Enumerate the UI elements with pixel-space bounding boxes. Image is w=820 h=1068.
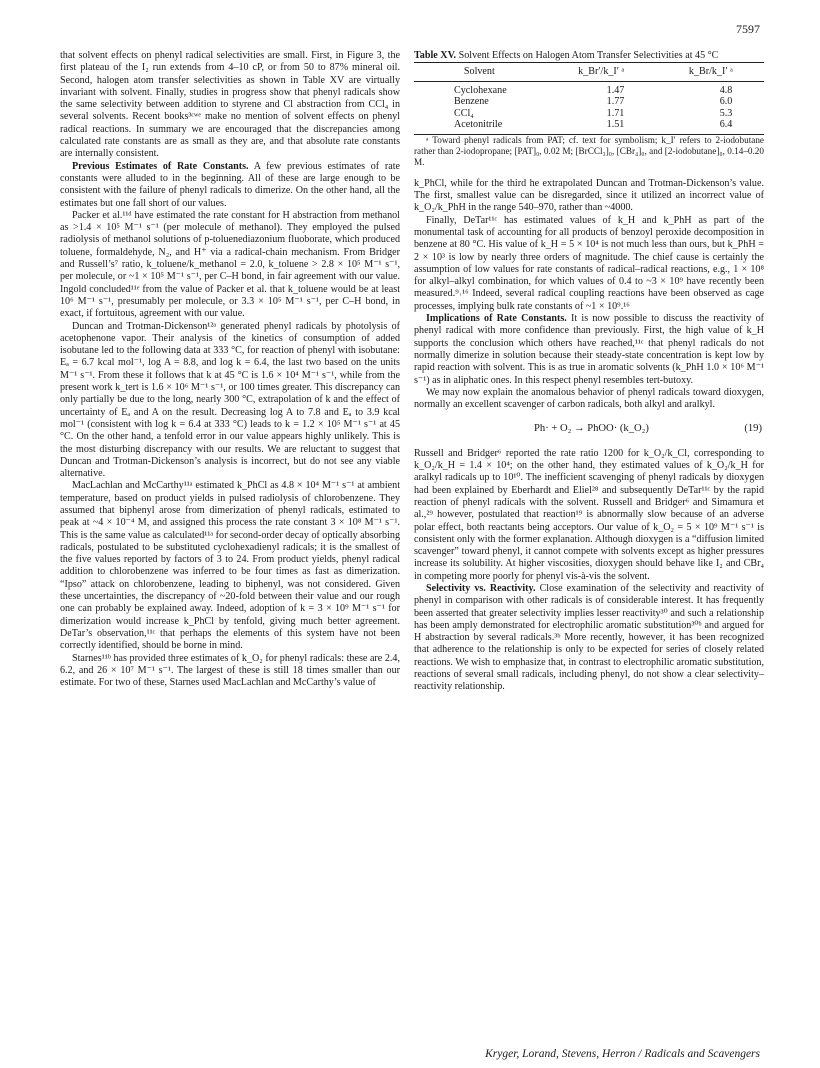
section-heading: Previous Estimates of Rate Constants. xyxy=(72,160,249,172)
table-title: Table XV. Solvent Effects on Halogen Atom Transfer Selectivities at 45 °C xyxy=(414,50,719,61)
table-footnote: ᵃ Toward phenyl radicals from PAT; cf. text for symbolism; k_I′ refers to 2-iodobutane rather than 2-iodopropane; [PAT]₀, 0.02 M; [BrCCl₃]₀, [CBr₄]₀, and [2-iodobutane]₀, 0.14–0.20 M. xyxy=(414,134,764,167)
equation-body: Ph· + O₂ → PhOO· (k_O₂) xyxy=(534,423,649,435)
table-cell: 1.51 xyxy=(545,119,658,134)
table-cell: Cyclohexane xyxy=(454,84,507,96)
table-cell: 4.8 xyxy=(719,84,733,96)
data-table xyxy=(414,62,764,135)
table-xv xyxy=(414,50,764,168)
page-number: 7597 xyxy=(736,22,760,36)
table-row xyxy=(414,119,764,134)
table-cell: 5.3 xyxy=(719,107,733,119)
table-cell: Benzene xyxy=(454,96,489,108)
table-cell: 1.77 xyxy=(606,96,625,108)
left-column xyxy=(60,50,400,689)
paragraph: Packer et al.¹¹ᵈ have estimated the rate constant for H abstraction from methanol as >1.4 × 10⁵ M⁻¹ s⁻¹ (per molecule of methanol). They employed the pulsed radiolysis of methanol solutions of p-toluenediazonium fluoborate, which produced toluene, formaldehyde, N₂, and H⁺ via a radical-chain mechanism. From Bridger and Russell’s⁷ ratio, k_toluene/k_methanol = 2.0, k_toluene > 2.8 × 10⁵ M⁻¹ s⁻¹, per molecule, or ~1 × 10⁵ M⁻¹ s⁻¹, per C–H bond, in fair agreement with our value. Ingold concluded¹¹ᵉ from the value of Packer et al. that k_toluene would be at least 10⁶ M⁻¹ s⁻¹, presumably per molecule, or 3.3 × 10⁵ M⁻¹ s⁻¹, per C–H bond, in exact, if fortuitous, agreement with our value. xyxy=(60,209,400,320)
column-header: k_Br′/k_I′ ᵃ xyxy=(545,63,658,82)
paragraph: Finally, DeTar¹¹ᶜ has estimated values of k_H and k_PhH as part of the monumental task of accounting for all products of benzoyl peroxide decomposition in benzene at 80 °C. His value of k_H = 5 × 10⁴ is not much less than ours, but k_PhH = 2 × 10³ is low by nearly three orders of magnitude. The chief cause is certainly the assumption of low values for rate constants of radical–radical reactions, e.g., 1 × 10⁸ for alkyl–alkyl combination, for which values of 0.4 to ~3 × 10⁹ have recently been measured.⁹˒¹⁶ Indeed, several radical coupling reactions have been observed as cage processes, implying bulk rate constants of ~1 × 10⁹.¹⁶ xyxy=(414,214,764,312)
table-cell: 6.0 xyxy=(719,96,733,108)
equation-19 xyxy=(414,423,764,435)
section-heading: Selectivity vs. Reactivity. xyxy=(426,583,536,594)
paragraph: MacLachlan and McCarthy¹¹ᵃ estimated k_PhCl as 4.8 × 10⁴ M⁻¹ s⁻¹ at ambient temperature, based on product yields in pulsed radiolysis of chlorobenzene. They assumed that biphenyl arose from dimerization of phenyl radicals, estimated to peak at ~4 × 10⁻⁴ M, and assigned this process the rate constant 3 × 10⁸ M⁻¹ s⁻¹. This is the same value as calculated¹¹ᵃ for second-order decay of optically absorbing radicals, postulated to be substituted cyclohexadienyl radicals; it is the smallest of the five values reported by factors of 3 to 24. From product yields, phenyl radical addition to chlorobenzene was inferred to be four times as fast as dimerization. “Ipso” attack on chlorobenzene, leading to biphenyl, was not considered. Given these uncertainties, the discrepancy of ~20-fold between their value and our rough one can probably be explained away. Indeed, adoption of k = 3 × 10⁹ M⁻¹ s⁻¹ for dimerization would increase k_PhCl by tenfold, giving much better agreement. DeTar’s observation,¹¹ᶜ that perhaps the elements of this system have not been correctly identified, should be borne in mind. xyxy=(60,480,400,652)
table-header-row xyxy=(414,63,764,82)
paragraph: Previous Estimates of Rate Constants. A few previous estimates of rate constants were alluded to in the beginning. All of these are large enough to be consistent with the failure of phenyl radicals to dimerize. On the other hand, all the estimates but one fall short of our values. xyxy=(60,160,400,209)
section-heading: Implications of Rate Constants. xyxy=(426,313,567,325)
paragraph: Duncan and Trotman-Dickenson¹²ᵃ generated phenyl radicals by photolysis of acetophenone vapor. Their analysis of the kinetics of consumption of added isobutane led to the following data at 333 °C, for reaction of phenyl with isobutane: Eₐ = 6.7 kcal mol⁻¹, log A = 8.8, and log k = 6.4, the last two based on the units M⁻¹ s⁻¹. From these it follows that k at 45 °C is 1.6 × 10⁴ M⁻¹ s⁻¹, while from the present work k_tert is 1.6 × 10⁶ M⁻¹ s⁻¹, or 100 times greater. This discrepancy can only partially be due to the long, nearly 300 °C, extrapolation of k and the effect of uncertainty of Eₐ and A on the result. Decreasing log A to 7.8 and Eₐ to 3.9 kcal mol⁻¹ (consistent with log k = 6.4 at 333 °C) leads to k = 1.2 × 10⁵ M⁻¹ s⁻¹ at 45 °C. On the other hand, a tenfold error in our value appears highly unlikely. This is the most disturbing discrepancy with our results. We are reluctant to suggest that Duncan and Trotman-Dickenson’s analysis is incorrect, but do not see any viable alternative. xyxy=(60,320,400,480)
column-header: Solvent xyxy=(414,63,545,82)
paragraph: Starnes¹¹ᵇ has provided three estimates of k_O₂ for phenyl radicals: these are 2.4, 6.2, and 26 × 10⁷ M⁻¹ s⁻¹. The largest of these is still 18 times smaller than our estimate. For two of these, Starnes used MacLachlan and McCarthy’s value of xyxy=(60,652,400,689)
table-cell: 1.71 xyxy=(606,107,625,119)
table-cell: 6.4 xyxy=(658,119,764,134)
table-cell: CCl₄ xyxy=(454,107,474,119)
paragraph: k_PhCl, while for the third he extrapolated Duncan and Trotman-Dickenson’s value. The first, smallest value can be disregarded, since it utilized an incorrect value of k_O₂/k_PhH in the range 540–970, rather than ~4000. xyxy=(414,177,764,214)
table-cell: 1.47 xyxy=(606,84,625,96)
table-row xyxy=(414,108,764,120)
paragraph: Selectivity vs. Reactivity. Close examination of the selectivity and reactivity of phenyl in comparison with other radicals is of considerable interest. It has frequently been asserted that greater selectivity implies lesser reactivity³⁰ and such a relationship has been amply demonstrated for electrophilic aromatic substitution³⁰ᵇ and argued for H abstraction by several radicals.³ᵇ More recently, however, it has been recognized that adherence to the relationship is only to be expected for series of closely related reactions. We wish to emphasize that, in contrast to electrophilic aromatic substitution, reactions of several small radicals, including phenyl, do not show a clear selectivity–reactivity relationship. xyxy=(414,583,764,693)
paragraph: that solvent effects on phenyl radical selectivities are small. First, in Figure 3, the first plateau of the I₂ run extends from 4–10 cP, or from 50 to 87% mineral oil. Second, halogen atom transfer selectivities as shown in Table XV are virtually invariant with solvent. Finally, studies in progress show that phenyl radicals show the same selectivity between addition to styrene and Cl abstraction from CCl₄ in several solvents. Recent books³ᶜʷᵉ make no mention of solvent effects on phenyl radical reactions. In summary we are encouraged that the discrepancies among calculated rate constants are as small as they are, and that absolute rate constants are internally consistent. xyxy=(60,50,400,160)
paragraph: Russell and Bridger⁶ reported the rate ratio 1200 for k_O₂/k_Cl, corresponding to k_O₂/k_H = 1.4 × 10⁴; on the other hand, they estimated values of k_O₂/k_H for aralkyl radicals up to 10¹⁰. The inefficient scavenging of phenyl radicals by dioxygen had been explained by Eberhardt and Eliel²⁸ and subsequently DeTar¹¹ᶜ by the rapid reaction of phenyl radicals with the solvent. Russell and Bridger⁶ and Simamura et al.,²⁹ however, postulated that reaction¹⁹ is abnormally slow because of an adverse polar effect, both reactants being acceptors. Our value of k_O₂ = 5 × 10⁹ M⁻¹ s⁻¹ is consistent only with the former explanation. Although dioxygen is a “diffusion limited scavenger” toward phenyl, it cannot compete with solvents except as higher pressures increase its solubility. At higher viscosities, dioxygen should behave like I₂ and CBr₄ in competing more poorly for phenyl vis-à-vis the solvent. xyxy=(414,447,764,582)
running-footer: Kryger, Lorand, Stevens, Herron / Radicals and Scavengers xyxy=(485,1048,760,1060)
table-row xyxy=(414,96,764,108)
column-header: k_Br/k_I′ ᵃ xyxy=(658,63,764,82)
paragraph: We may now explain the anomalous behavior of phenyl radicals toward dioxygen, normally an excellent scavenger of carbon radicals, both alkyl and aralkyl. xyxy=(414,386,764,411)
table-cell: Acetonitrile xyxy=(414,119,545,134)
table-row xyxy=(414,81,764,96)
paragraph: Implications of Rate Constants. It is now possible to discuss the reactivity of phenyl radical with more confidence than previously. First, the high value of k_H supports the conclusion which others have reached,¹¹ᶜ that phenyl radicals do not normally dimerize in solution because their steady-state concentration is kept low by rapid reaction with solvent. This is as true in aromatic solvents (k_PhH 1.0 × 10⁶ M⁻¹ s⁻¹) as in aliphatic ones. In this respect phenyl resembles tert-butoxy. xyxy=(414,313,764,386)
right-column xyxy=(414,50,764,694)
equation-number: (19) xyxy=(744,423,762,435)
